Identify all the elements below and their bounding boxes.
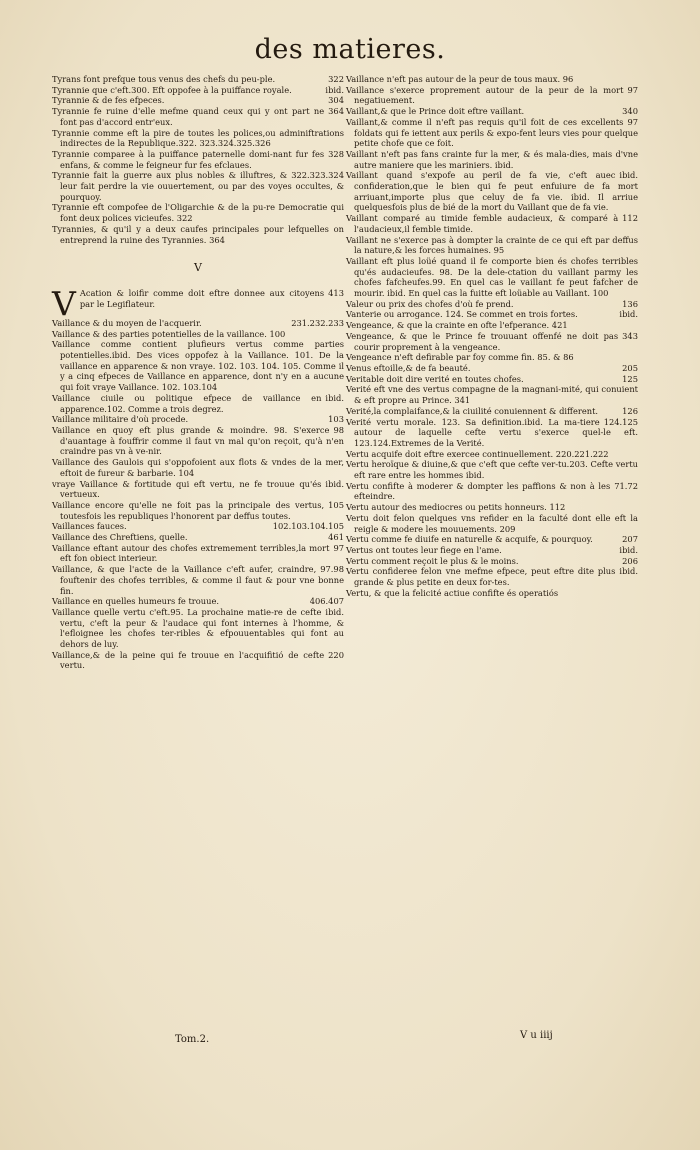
entry-ref: 340 [622,106,638,117]
index-entry [346,331,638,352]
entry-ref: ibid. [325,392,344,403]
entry-text: Vanterie ou arrogance. 124. Se commet en trois fortes. [346,309,578,320]
entry-text: Vertu confifte à moderer & dompter les paffions & non à les efteindre. [346,480,611,502]
left-entry-list [52,74,344,245]
index-entry [346,352,638,363]
entry-ref: 97 [627,116,638,127]
index-entry [346,374,638,385]
entry-text: Valeur ou prix des chofes d'où fe prend. [346,298,514,309]
entry-text: Vaillance ciuile ou politique efpece de vaillance en apparence.102. Comme a trois degrez. [52,392,322,414]
index-entry [346,309,638,320]
entry-ref: 71.72 [614,480,638,491]
index-entry [346,481,638,502]
entry-text: Vengeance n'eft defirable par foy comme fin. 85. & 86 [346,352,574,363]
entry-ref: 136 [622,298,638,309]
index-entry [52,479,344,500]
entry-ref: 343 [622,330,638,341]
entry-text: Venus eftoille,& de fa beauté. [346,362,471,373]
entry-ref: 220 [328,649,344,660]
index-entry [346,566,638,587]
entry-text: Tyrannie comme eft la pire de toutes les polices,ou adminiftrations indirectes de la Republique.322. 323.324.325.326 [52,127,344,149]
entry-text: Tyrannie comparee à la puiffance paternelle domi-nant fur fes enfans, & comme le feigneur fur fes efclaues. [52,148,325,170]
entry-text: Vaillances fauces. [52,521,127,532]
section-letter: V [194,261,202,275]
entry-ref: 207 [622,534,638,545]
index-entry [346,513,638,534]
entry-ref: 322.323.324 [291,170,344,181]
entry-text: Vaillance militaire d'où procede. [52,414,189,425]
index-entry [346,417,638,449]
entry-text: Vaillant,& comme il n'eft pas requis qu'il foit de ces excellents foldats qui fe iettent aux perils & expo-fent leurs vies pour quelque petite chofe que ce foit. [346,116,638,149]
entry-ref: ibid. [619,309,638,320]
entry-text: Verité,la complaifance,& la ciuilité conuiennent & different. [346,405,599,416]
entry-text: Tyrannie fait la guerre aux plus nobles & illuftres, & leur fait perdre la vie ouuertement, ou par des voyes occultes, & pourquoy. [52,170,344,202]
index-entry [346,406,638,417]
entry-text: Vertu confideree felon vne mefme efpece, peut eftre dite plus grande & plus petite en deux for-tes. [346,566,616,588]
index-entry [346,149,638,170]
index-entry [346,363,638,374]
page-header: des matieres. [254,34,446,65]
entry-text: Vertus ont toutes leur fiege en l'ame. [346,544,502,555]
index-entry [52,564,344,596]
index-entry [52,607,344,650]
index-entry [52,128,344,149]
entry-text: Vertu acquife doit eftre exercee continuellement. 220.221.222 [346,448,609,459]
index-entry [346,213,638,234]
index-entry [52,425,344,457]
index-entry [346,534,638,545]
entry-text: Vengeance, & que la crainte en ofte l'efperance. 421 [346,320,568,331]
index-entry [346,235,638,256]
entry-text: Vaillance en quoy eft plus grande & moindre. 98. S'exerce d'auantage à fouffrir comme il faut vn mal qu'on reçoit, qu'à n'en craindre pas vn à ve-nir. [52,424,344,457]
entry-text: Tyrans font prefque tous venus des chefs du peu-ple. [52,74,276,84]
entry-text: vraye Vaillance & fortitude qui eft vertu, ne fe trouue qu'és vertueux. [52,478,322,500]
entry-ref: ibid. [619,544,638,555]
entry-ref: 328 [328,148,344,159]
entry-text: Vaillance en quelles humeurs fe trouue. [52,596,220,607]
index-entry [52,521,344,532]
index-entry [52,106,344,127]
entry-text: Vertu comment reçoit le plus & le moins. [346,555,519,566]
entry-text: Vengeance, & que le Prince fe trouuant offenfé ne doit pas courir proprement à la vengeance. [346,330,619,352]
entry-text: Vertu autour des mediocres ou petits honneurs. 112 [346,502,566,513]
index-entry [52,85,344,96]
entry-text: Vertu doit felon quelques vns refider en la faculté dont elle eft la reigle & modere les mouuements. 209 [346,512,638,534]
entry-text: Vaillant quand s'expofe au peril de fa vie, c'eft auec confideration,que le bien qui fe peut enfuiure de fa mort arriuant,importe plus que celuy de fa vie. ibid. Il arriue quelquesfois plus de bié de la mort du Vaillant que de fa vie. [346,170,638,213]
index-entry [346,106,638,117]
index-entry [52,532,344,543]
entry-ref: 125 [622,373,638,384]
entry-text: Vaillant ne s'exerce pas à dompter la crainte de ce qui eft par deffus la nature,& les forces humaines. 95 [346,234,638,256]
entry-text: Vaillance & du moyen de l'acquerir. [52,317,202,328]
right-column [346,74,638,598]
entry-text: Veritable doit dire verité en toutes chofes. [346,373,524,384]
index-entry [52,318,344,329]
dropcap-letter: V [52,283,76,323]
entry-text: Tyrannie & de fes efpeces. [52,95,165,106]
index-entry [346,502,638,513]
entry-text: Vaillance & des parties potentielles de la vaillance. 100 [52,328,286,339]
entry-ref: ibid. [619,170,638,181]
entry-ref: 406.407 [309,596,344,607]
entry-ref: ibid. [619,566,638,577]
entry-ref: 105 [328,499,344,510]
entry-text: Tyrannie eft compofee de l'Oligarchie & de la pu-re Democratie qui font deux polices vicieufes. 322 [52,202,344,224]
index-entry [346,170,638,213]
index-entry [52,457,344,478]
entry-ref: 102.103.104.105 [272,521,344,532]
entry-text: Vaillant,& que le Prince doit eftre vaillant. [346,106,525,117]
right-entry-list [346,74,638,598]
entry-ref: 413 [328,287,344,298]
index-entry [346,85,638,106]
index-entry [52,414,344,425]
index-entry [52,202,344,223]
entry-text: Acation & loifir comme doit eftre donnee aux citoyens par le Legiflateur. [79,287,325,309]
left-v-entry-list [52,318,344,671]
entry-ref: 124.125 [603,416,638,427]
entry-text: Tyrannie fe ruine d'elle mefme quand ceux qui y ont part ne font pas d'accord entr'eux. [52,106,325,127]
entry-text: Verité eft vne des vertus compagne de la magnani-mité, qui conuient & eft propre au Prince. 341 [346,384,638,406]
index-entry [346,74,638,85]
index-entry [346,545,638,556]
entry-text: Vaillant n'eft pas fans crainte fur la mer, & és mala-dies, mais d'vne autre maniere que les mariniers. ibid. [346,148,638,170]
entry-ref: 322 [328,74,344,84]
entry-ref: 98 [333,424,344,435]
index-entry [346,256,638,299]
index-entry [346,459,638,480]
entry-text: Tyrannies, & qu'il y a deux caufes principales pour lefquelles on entreprend la ruine des Tyrannies. 364 [52,223,344,245]
index-entry [346,384,638,405]
index-entry [346,299,638,310]
entry-text: Vertu, & que la felicité actiue confifte és operatiós [346,587,559,598]
entry-text: Vaillance,& de la peine qui fe trouue en l'acquifitió de cefte vertu. [52,649,325,671]
entry-text: Vaillance s'exerce proprement autour de la peur de la mort negatiuement. [346,84,624,106]
entry-text: Vaillance des Gaulois qui s'oppofoient aux flots & vndes de la mer, eftoit de fureur & barbarie. 104 [52,457,344,478]
left-column [52,74,344,671]
entry-text: Vaillance eftant autour des chofes extremement terribles,la mort eft fon obiect interieur. [52,542,330,564]
index-entry [52,596,344,607]
index-entry [52,393,344,414]
entry-ref: 206 [622,555,638,566]
entry-ref: 97.98 [320,564,344,575]
entry-text: Vertu heroïque & diuine,& que c'eft que cefte ver-tu.203. Cefte vertu eft rare entre les hommes ibid. [346,459,638,481]
index-entry [346,588,638,599]
index-entry [346,556,638,567]
entry-text: Vaillant eft plus loüé quand il fe comporte bien és chofes terribles qu'és audacieufes. 98. De la dele-ctation du vaillant parmy les chofes fafcheufes.99. En quel cas le vaillant fe peut fafcher de mourir. ibid. En quel cas la fuitte eft loüable au Vaillant. 100 [346,255,638,299]
entry-ref: ibid. [325,606,344,617]
entry-text: Tyrannie que c'eft.300. Eft oppofee à la puiffance royale. [52,84,292,95]
index-entry [52,95,344,106]
index-entry [52,543,344,564]
index-entry [346,320,638,331]
entry-ref: ibid. [325,84,344,95]
entry-ref: 126 [622,405,638,416]
entry-text: Verité vertu morale. 123. Sa definition.ibid. La ma-tiere autour de laquelle cefte vertu s'exerce quel-le eft. 123.124.Extremes de la Verité. [346,416,638,448]
index-entry [52,329,344,340]
index-entry [52,650,344,671]
entry-text: Vaillance comme contient plufieurs vertus comme parties potentielles.ibid. Des vices oppofez à la Vaillance. 101. De la vaillance en apparence & non vraye. 102. 103. 104. 105. Comme il y a cinq efpeces de Vaillance en apparence, dont n'y en a aucune qui foit vraye Vaillance. 102. 103.104 [52,339,344,393]
entry-ref: 97 [333,542,344,553]
entry-text: Vaillance encore qu'elle ne foit pas la principale des vertus, toutesfois les republiques l'honorent par deffus toutes. [52,499,325,521]
entry-text: Vertu comme fe diuife en naturelle & acquife, & pourquoy. [346,534,593,545]
entry-ref: 103 [328,414,344,425]
entry-ref: 231.232.233 [291,317,344,328]
entry-text: Vaillance des Chreftiens, quelle. [52,532,188,543]
footer-volume: Tom.2. [175,1034,210,1045]
index-entry [52,224,344,245]
footer-signature: V u iiij [520,1030,553,1041]
index-entry [52,170,344,202]
entry-text: Vaillance quelle vertu c'eft.95. La prochaine matie-re de cefte vertu, c'eft la peur & l'audace qui font internes à l'homme, & l'efloignee les chofes ter-ribles & efpouuentables qui font au dehors de luy. [52,606,344,650]
entry-text: Vaillance n'eft pas autour de la peur de tous maux. 96 [346,74,574,84]
index-entry [52,149,344,170]
entry-ref: ibid. [325,478,344,489]
entry-ref: 304 [328,95,344,106]
index-entry [346,449,638,460]
index-entry [52,500,344,521]
entry-ref: 112 [622,213,638,224]
entry-ref: 97 [627,84,638,95]
index-entry [52,339,344,393]
index-entry [346,117,638,149]
entry-text: Vaillance, & que l'acte de la Vaillance c'eft aufer, craindre, fouftenir des chofes terribles, & comme il faut & pour vne bonne fin. [52,564,344,596]
entry-ref: 364 [328,106,344,117]
entry-text: Vaillant comparé au timide femble audacieux, & comparé à l'audacieux,il femble timide. [346,213,619,234]
index-entry [52,74,344,85]
entry-ref: 205 [622,362,638,373]
entry-ref: 461 [328,532,344,543]
